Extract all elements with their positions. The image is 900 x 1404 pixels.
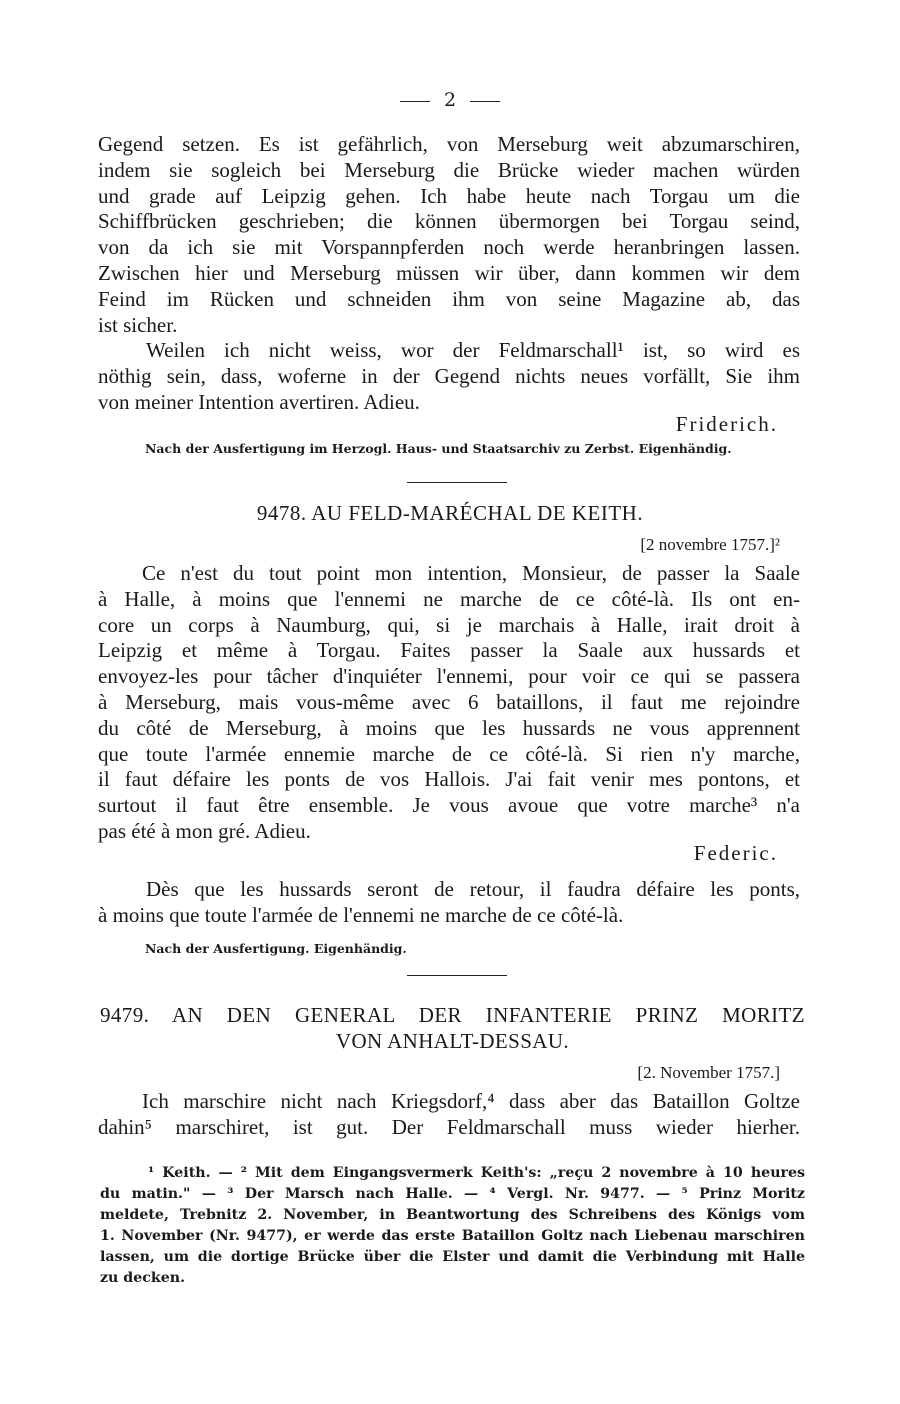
letter-heading: 9478. AU FELD-MARÉCHAL DE KEITH.	[256, 501, 644, 525]
section-divider	[407, 482, 507, 483]
text-line: Weilen ich nicht weiss, wor der Feldmarschall¹ ist, so wird es	[146, 338, 800, 363]
text-line: dahin⁵ marschiret, ist gut. Der Feldmarschall muss wieder hierher.	[98, 1114, 800, 1139]
text-line: Dès que les hussards seront de retour, il faudra défaire les ponts,	[146, 877, 800, 901]
text-line: core un corps à Naumburg, qui, si je marchais à Halle, irait droit à	[98, 612, 800, 637]
footnotes	[100, 1163, 805, 1289]
source-note: Nach der Ausfertigung im Herzogl. Haus- und Staatsarchiv zu Zerbst. Eigenhändig.	[145, 441, 732, 456]
page-number: 2	[443, 89, 457, 111]
text-line: Schiffbrücken geschrieben; die können übermorgen bei Torgau seind,	[98, 209, 800, 234]
text-line: von da ich sie mit Vorspannpferden noch werde heranbringen lassen.	[98, 235, 800, 260]
footnote-line: lassen, um die dortige Brücke über die Elster und damit die Verbindung mit Halle	[100, 1249, 805, 1265]
text-line: à Halle, à moins que l'ennemi ne marche de ce côté-là. Ils ont en-	[98, 586, 800, 611]
letter-date: [2 novembre 1757.]²	[640, 535, 780, 554]
page-number-dash-left	[400, 101, 430, 102]
text-line: pas été à mon gré. Adieu.	[98, 818, 311, 843]
footnote-line: 1. November (Nr. 9477), er werde das erste Bataillon Goltz nach Liebenau marschiren	[100, 1228, 805, 1244]
footnote-line: du matin." — ³ Der Marsch nach Halle. — ⁴ Vergl. Nr. 9477. — ⁵ Prinz Moritz	[100, 1186, 805, 1202]
letter-heading-line: 9479. AN DEN GENERAL DER INFANTERIE PRINZ MORITZ	[100, 1003, 805, 1027]
letter-date: [2. November 1757.]	[637, 1063, 780, 1082]
text-line: indem sie sogleich bei Merseburg die Brücke wieder machen würden	[98, 157, 800, 182]
footnote-line: zu decken.	[100, 1270, 186, 1286]
text-line: nöthig sein, dass, woferne in der Gegend nichts neues vorfällt, Sie ihm	[98, 364, 800, 389]
text-line: Feind im Rücken und schneiden ihm von seine Magazine ab, das	[98, 286, 800, 311]
letter-9479-body	[98, 1089, 800, 1141]
signature-friderich: Friderich.	[675, 412, 778, 436]
text-line: que toute l'armée ennemie marche de ce côté-là. Si rien n'y marche,	[98, 741, 800, 766]
text-line: ist sicher.	[98, 312, 178, 337]
text-line: il faut défaire les ponts de vos Hallois. J'ai fait venir mes pontons, et	[98, 767, 800, 792]
text-line: envoyez-les pour tâcher d'inquiéter l'ennemi, pour voir ce qui se passera	[98, 664, 800, 689]
section-divider	[407, 975, 507, 976]
text-line: surtout il faut être ensemble. Je vous avoue que votre marche³ n'a	[98, 793, 800, 818]
letter-9478-body	[98, 561, 800, 845]
letter-9478-postscript	[98, 877, 800, 929]
signature-federic: Federic.	[693, 841, 778, 865]
letter-heading	[100, 1003, 805, 1055]
page-number-dash-right	[470, 101, 500, 102]
text-line: und grade auf Leipzig gehen. Ich habe heute nach Torgau um die	[98, 183, 800, 208]
text-line: Ce n'est du tout point mon intention, Monsieur, de passer la Saale	[142, 561, 800, 585]
text-line: à Merseburg, mais vous-même avec 6 bataillons, il faut me rejoindre	[98, 689, 800, 714]
text-line: Ich marschire nicht nach Kriegsdorf,⁴ dass aber das Bataillon Goltze	[142, 1089, 800, 1113]
text-line: Zwischen hier und Merseburg müssen wir über, dann kommen wir dem	[98, 260, 800, 285]
page-number-header	[0, 89, 900, 111]
letter-9477-body	[98, 132, 800, 416]
text-line: à moins que toute l'armée de l'ennemi ne marche de ce côté-là.	[98, 902, 624, 927]
text-line: Leipzig et même à Torgau. Faites passer la Saale aux hussards et	[98, 638, 800, 663]
footnote-line: ¹ Keith. — ² Mit dem Eingangsvermerk Keith's: „reçu 2 novembre à 10 heures	[148, 1165, 805, 1181]
text-line: von meiner Intention avertiren. Adieu.	[98, 389, 420, 414]
text-line: du côté de Merseburg, à moins que les hussards ne vous apprennent	[98, 715, 800, 740]
footnote-line: meldete, Trebnitz 2. November, in Beantwortung des Schreibens des Königs vom	[100, 1207, 805, 1223]
text-line: Gegend setzen. Es ist gefährlich, von Merseburg weit abzumarschiren,	[98, 132, 800, 156]
letter-heading-line: VON ANHALT-DESSAU.	[335, 1029, 570, 1053]
source-note: Nach der Ausfertigung. Eigenhändig.	[145, 941, 407, 956]
